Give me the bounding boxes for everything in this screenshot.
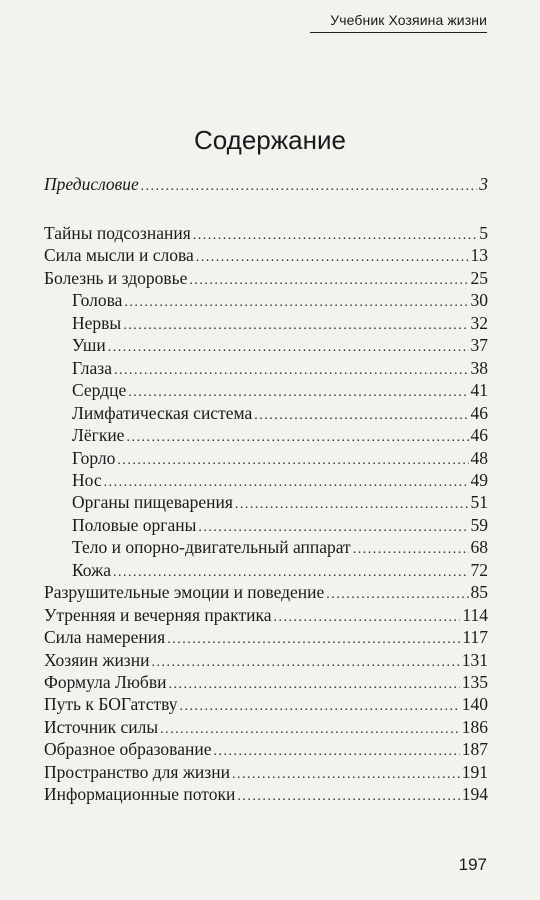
toc-entry-title: Хозяин жизни (44, 649, 150, 670)
toc-entry-page: 85 (470, 582, 488, 603)
toc-entry (44, 581, 488, 603)
dot-leader (237, 786, 459, 808)
toc-entry (72, 514, 488, 536)
toc-entry-title: Пространство для жизни (44, 761, 230, 782)
toc-entry-title: Сила мысли и слова (44, 245, 194, 266)
toc-entry (72, 447, 488, 469)
toc-entry-title: Сила намерения (44, 627, 166, 648)
toc-entry-title: Тело и опорно-двигательный аппарат (72, 537, 351, 558)
toc-entry-page: 46 (470, 402, 488, 423)
toc-entry-page: 135 (461, 672, 488, 692)
toc-entry-page: 3 (479, 174, 488, 194)
toc-entry-title: Тайны подсознания (44, 223, 191, 243)
toc-entry-page: 30 (470, 290, 488, 311)
toc-entry (72, 357, 488, 379)
toc-entry-title: Предисловие (44, 174, 139, 194)
toc-entry (44, 738, 488, 760)
toc-entry-page: 51 (470, 492, 488, 513)
toc-entry-title: Сердце (72, 380, 127, 401)
toc-entry (72, 559, 488, 581)
toc-entry-page: 38 (470, 357, 488, 378)
toc-entry (72, 402, 488, 424)
toc-entry-page: 186 (461, 716, 488, 737)
toc-entry-page: 117 (462, 627, 488, 648)
toc-entry-page: 131 (461, 649, 488, 670)
toc-entry-title: Формула Любви (44, 672, 167, 692)
toc-entry-title: Уши (72, 335, 106, 356)
toc-entry-page: 32 (470, 312, 488, 333)
toc-entry-title: Лёгкие (72, 425, 125, 446)
toc-entry (44, 244, 488, 266)
toc-entry (72, 334, 488, 356)
toc-entry-page: 68 (470, 537, 488, 558)
page-number: 197 (458, 855, 487, 874)
toc-entry-title: Информационные потоки (44, 784, 236, 805)
running-head: Учебник Хозяина жизни (330, 12, 487, 28)
toc-entry-page: 37 (470, 335, 488, 356)
toc-entry-title: Органы пищеварения (72, 492, 233, 513)
toc-entry (44, 693, 488, 715)
toc-entry-page: 46 (470, 425, 488, 446)
toc-entry (72, 289, 488, 311)
toc-entry-page: 114 (462, 604, 488, 625)
toc-entry (44, 671, 488, 693)
toc-entry (72, 312, 488, 334)
toc-entry (72, 469, 488, 491)
toc-entry-title: Разрушительные эмоции и поведение (44, 582, 325, 603)
toc-entry-page: 5 (479, 223, 488, 243)
toc-entry (44, 604, 488, 626)
toc-entry-page: 140 (461, 694, 488, 715)
toc-entry-preface (44, 173, 488, 195)
toc-entry-title: Глаза (72, 357, 112, 378)
toc-entry-title: Голова (72, 290, 123, 311)
page-title: Содержание (194, 125, 346, 156)
toc-entry-page: 49 (470, 469, 488, 490)
toc-entry-page: 59 (470, 514, 488, 535)
dot-leader (141, 176, 477, 198)
toc-entry-title: Кожа (72, 559, 111, 580)
toc-entry-page: 72 (470, 559, 488, 580)
toc-entry (44, 761, 488, 783)
toc-entry-page: 48 (470, 447, 488, 468)
toc-entry-page: 41 (470, 380, 488, 401)
toc-entry (44, 222, 488, 244)
toc-entry (44, 716, 488, 738)
toc-entry (72, 536, 488, 558)
toc-entry (44, 649, 488, 671)
toc-entry-title: Половые органы (72, 514, 197, 535)
toc-entry-title: Утренняя и вечерняя практика (44, 604, 272, 625)
toc-entry (72, 491, 488, 513)
toc-entry-page: 191 (461, 761, 488, 782)
toc-entry-title: Нос (72, 469, 102, 490)
toc-entry (44, 626, 488, 648)
toc-entry-page: 187 (461, 739, 488, 760)
toc-entry (44, 783, 488, 805)
toc-entry-title: Болезнь и здоровье (44, 267, 188, 288)
toc-entry (72, 379, 488, 401)
toc-entry-page: 194 (461, 784, 488, 805)
toc-entry-page: 25 (470, 267, 488, 288)
toc-entry-title: Образное образование (44, 739, 212, 760)
toc-entry-title: Горло (72, 447, 116, 468)
toc-entry (44, 267, 488, 289)
toc-entry (72, 424, 488, 446)
toc-entry-title: Лимфатическая система (72, 402, 253, 423)
toc-entry-title: Путь к БОГатству (44, 694, 178, 715)
toc-entry-title: Нервы (72, 312, 122, 333)
toc-entry-page: 13 (470, 245, 488, 266)
toc-entry-title: Источник силы (44, 716, 159, 737)
